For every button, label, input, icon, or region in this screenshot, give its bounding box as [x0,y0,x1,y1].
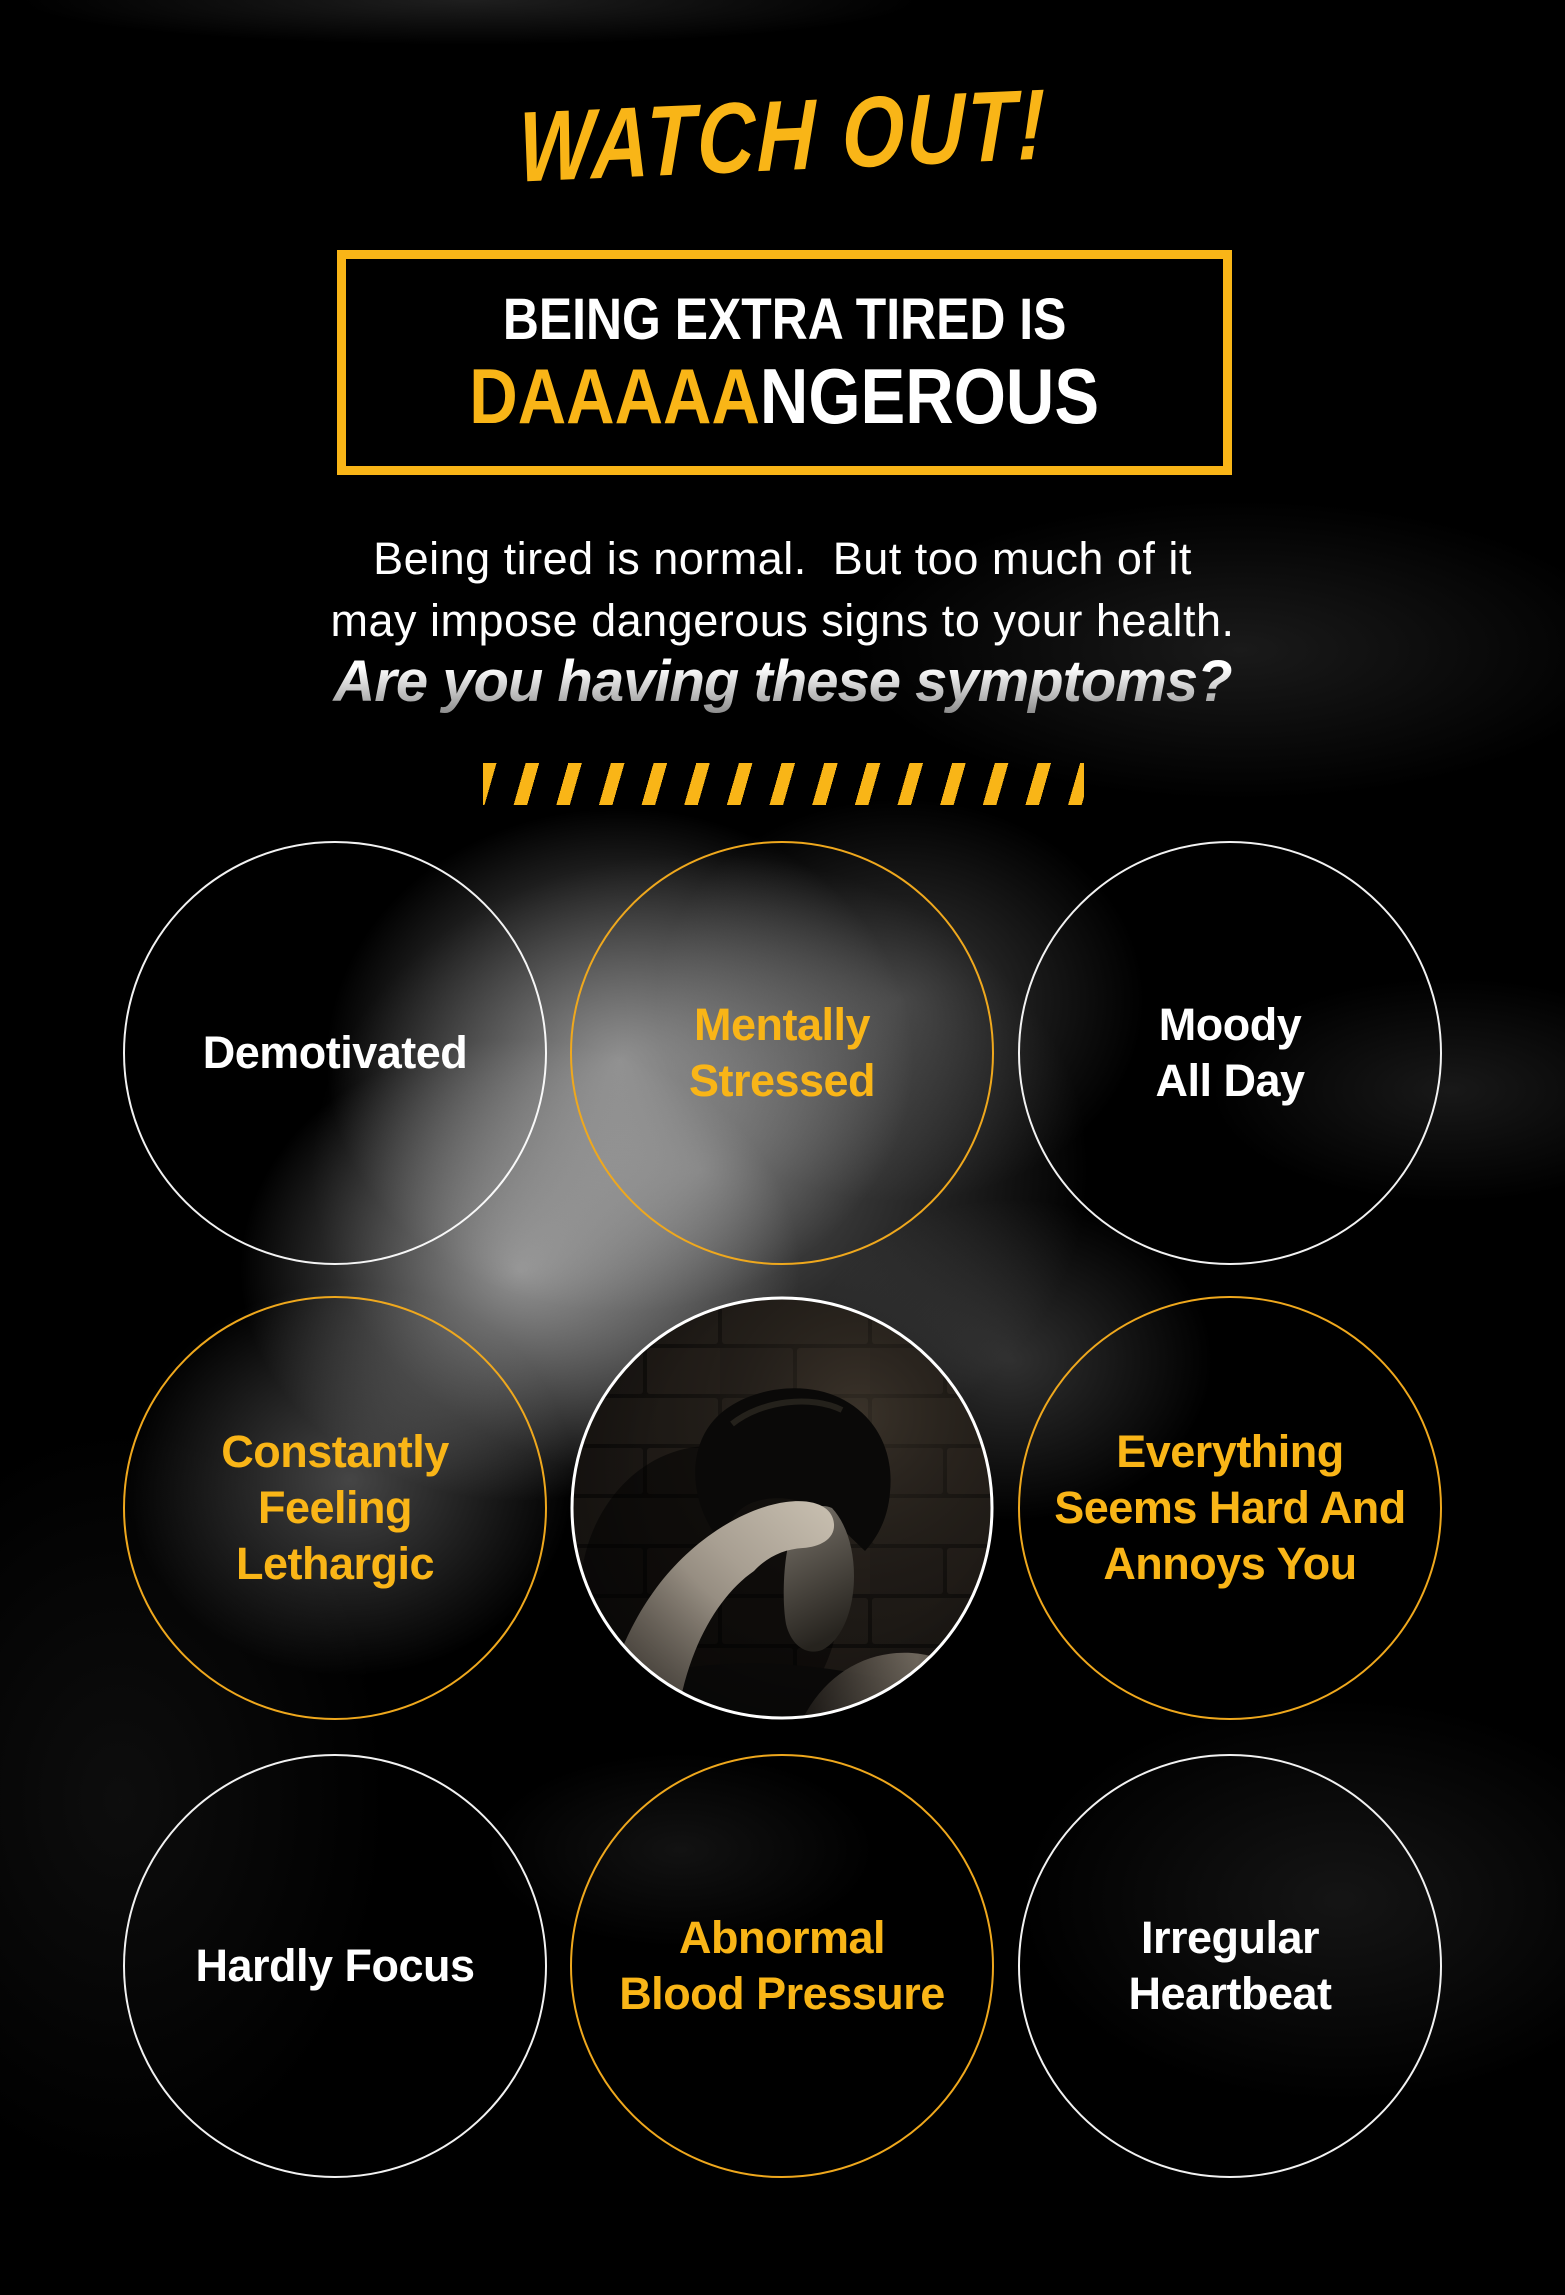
symptom-label: Demotivated [202,1027,468,1079]
symptom-label: Constantly [221,1426,449,1478]
watch-out-text: WATCH OUT! [517,68,1048,204]
watch-out-title [0,50,1565,223]
symptom-label: Abnormal [678,1912,885,1964]
banner-word-white: NGEROUS [760,351,1100,440]
symptom-label: Stressed [688,1055,876,1106]
symptom-label: Seems Hard And [1054,1482,1406,1534]
symptom-label: Moody [1158,999,1302,1051]
banner-line-1: BEING EXTRA TIRED IS [502,286,1067,352]
stressed-man-photo-illustration [570,1296,994,1720]
symptom-label: Heartbeat [1128,1968,1332,2019]
stressed-man-photo [570,1296,994,1720]
symptom-label: Irregular [1140,1912,1320,1964]
intro-line-2: may impose dangerous signs to your health. [330,595,1235,646]
symptom-label: All Day [1155,1055,1305,1106]
symptoms-question: Are you having these symptoms? [0,646,1565,718]
symptom-label: Everything [1116,1426,1344,1478]
symptom-label: Feeling [257,1482,413,1534]
symptom-label: Blood Pressure [619,1968,945,2019]
symptom-circle-demotivated [123,841,547,1265]
symptom-label: Lethargic [235,1537,435,1589]
symptom-label: Mentally [693,999,871,1051]
symptom-circle-moody-all-day [1018,841,1442,1265]
symptom-circle-everything-seems-hard [1018,1296,1442,1720]
symptom-label: Annoys You [1103,1537,1357,1589]
symptom-label: Hardly Focus [195,1940,475,1992]
symptom-circle-abnormal-blood-pressure [570,1754,994,2178]
symptom-circle-constantly-feeling-lethargic [123,1296,547,1720]
symptom-circle-hardly-focus [123,1754,547,2178]
symptom-circle-mentally-stressed [570,841,994,1265]
danger-banner-box [337,250,1232,475]
banner-word-yellow: DAAAAA [469,351,761,440]
intro-line-1: Being tired is normal. But too much of it [373,533,1192,584]
hazard-stripes-divider [483,763,1084,805]
banner-line-2 [469,351,1100,440]
symptom-circle-irregular-heartbeat [1018,1754,1442,2178]
intro-paragraph [0,528,1565,652]
